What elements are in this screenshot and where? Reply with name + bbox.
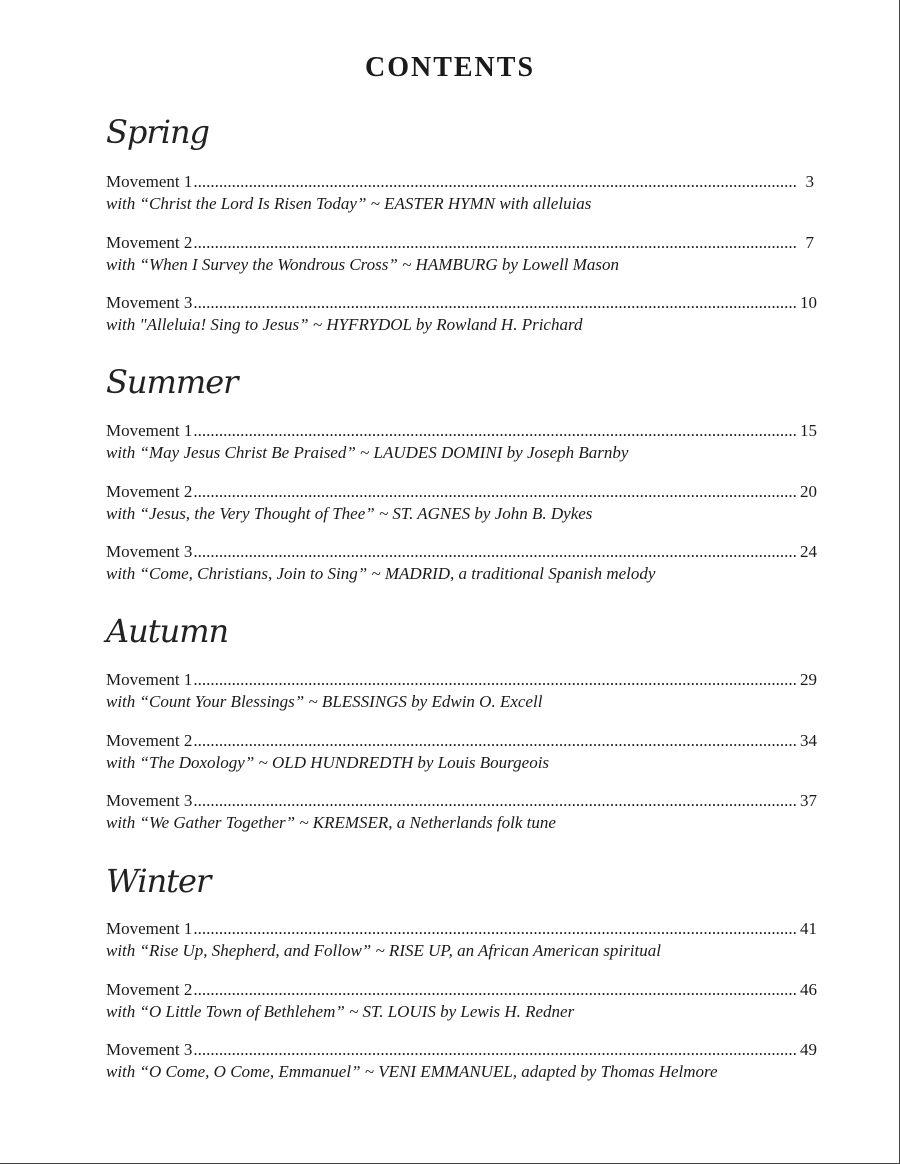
movement-label: Movement 3 — [106, 1040, 193, 1059]
toc-entry[interactable] — [106, 232, 814, 276]
dot-leader — [193, 292, 797, 314]
dot-leader — [193, 1039, 797, 1061]
hymn-description: with "Alleluia! Sing to Jesus” ~ HYFRYDOL by Rowland H. Prichard — [106, 315, 583, 334]
page-number: 49 — [800, 1040, 817, 1059]
dot-leader — [193, 420, 797, 442]
movement-label: Movement 2 — [106, 731, 193, 750]
toc-entry[interactable] — [106, 979, 817, 1023]
toc-entry[interactable] — [106, 918, 817, 962]
toc-entry[interactable] — [106, 292, 817, 336]
hymn-description: with “O Come, O Come, Emmanuel” ~ VENI EMMANUEL, adapted by Thomas Helmore — [106, 1062, 718, 1081]
dot-leader — [193, 790, 797, 812]
dot-leader — [193, 481, 797, 503]
page-number: 10 — [800, 293, 817, 312]
movement-label: Movement 3 — [106, 791, 193, 810]
movement-label: Movement 2 — [106, 233, 193, 252]
hymn-description: with “When I Survey the Wondrous Cross” ~ HAMBURG by Lowell Mason — [106, 255, 620, 274]
page-number: 41 — [800, 919, 817, 938]
toc-entry[interactable] — [106, 730, 817, 774]
toc-entry[interactable] — [106, 171, 814, 215]
page-number: 20 — [800, 482, 817, 501]
hymn-description: with “Christ the Lord Is Risen Today” ~ EASTER HYMN with alleluias — [106, 194, 592, 213]
dot-leader — [193, 541, 797, 563]
page-number: 37 — [800, 791, 817, 810]
movement-label: Movement 3 — [106, 293, 193, 312]
hymn-description: with “May Jesus Christ Be Praised” ~ LAUDES DOMINI by Joseph Barnby — [106, 443, 629, 462]
page-number: 24 — [800, 542, 817, 561]
movement-label: Movement 1 — [106, 919, 193, 938]
dot-leader — [193, 918, 797, 940]
movement-label: Movement 2 — [106, 482, 193, 501]
hymn-description: with “Count Your Blessings” ~ BLESSINGS by Edwin O. Excell — [106, 692, 543, 711]
movement-label: Movement 1 — [106, 172, 193, 191]
dot-leader — [193, 232, 797, 254]
toc-entry[interactable] — [106, 669, 817, 713]
movement-label: Movement 1 — [106, 421, 193, 440]
movement-label: Movement 1 — [106, 670, 193, 689]
hymn-description: with “We Gather Together” ~ KREMSER, a Netherlands folk tune — [106, 813, 556, 832]
toc-entry[interactable] — [106, 1039, 817, 1083]
page-number: 3 — [805, 172, 814, 191]
dot-leader — [193, 730, 797, 752]
toc-entry[interactable] — [106, 481, 817, 525]
page-number: 29 — [800, 670, 817, 689]
season-heading-winter: Winter — [106, 862, 211, 900]
toc-entry[interactable] — [106, 420, 817, 464]
season-heading-summer: Summer — [106, 363, 238, 401]
page-number: 7 — [805, 233, 814, 252]
dot-leader — [193, 669, 797, 691]
toc-entry[interactable] — [106, 541, 817, 585]
season-heading-spring: Spring — [106, 113, 210, 151]
hymn-description: with “Rise Up, Shepherd, and Follow” ~ RISE UP, an African American spiritual — [106, 941, 661, 960]
dot-leader — [193, 171, 797, 193]
season-heading-autumn: Autumn — [106, 612, 229, 650]
hymn-description: with “Jesus, the Very Thought of Thee” ~ ST. AGNES by John B. Dykes — [106, 504, 593, 523]
toc-entry[interactable] — [106, 790, 817, 834]
movement-label: Movement 3 — [106, 542, 193, 561]
page-number: 15 — [800, 421, 817, 440]
movement-label: Movement 2 — [106, 980, 193, 999]
hymn-description: with “The Doxology” ~ OLD HUNDREDTH by Louis Bourgeois — [106, 753, 550, 772]
page-title: CONTENTS — [364, 52, 536, 83]
page-number: 46 — [800, 980, 817, 999]
hymn-description: with “O Little Town of Bethlehem” ~ ST. LOUIS by Lewis H. Redner — [106, 1002, 575, 1021]
page-number: 34 — [800, 731, 817, 750]
hymn-description: with “Come, Christians, Join to Sing” ~ MADRID, a traditional Spanish melody — [106, 564, 656, 583]
dot-leader — [193, 979, 797, 1001]
